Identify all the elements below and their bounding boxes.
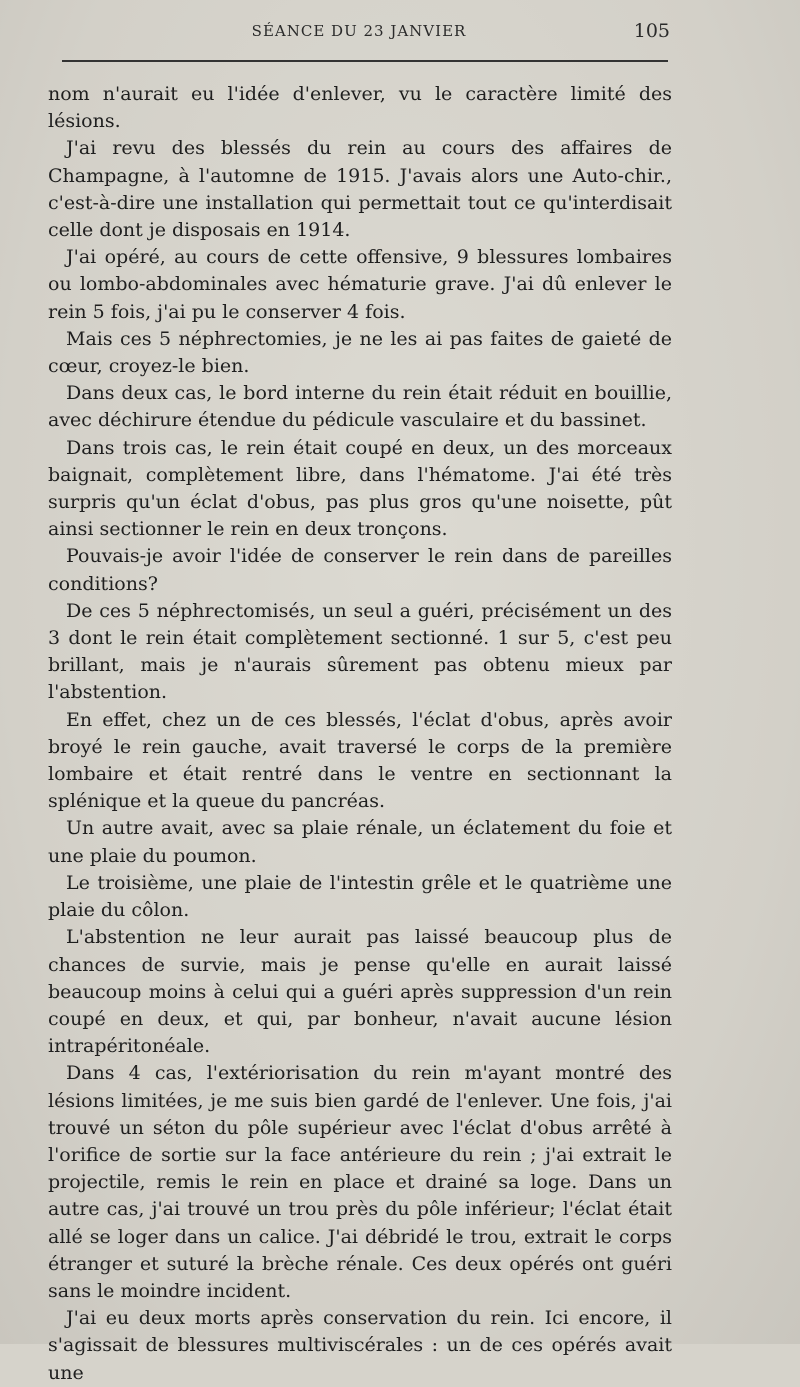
paragraph: J'ai opéré, au cours de cette offensive, 9 blessures lombaires ou lombo-abdominales avec hématurie grave. J'ai dû enlever le rein 5 fois, j'ai pu le conserver 4 fois.: [48, 246, 672, 323]
body-text: [48, 81, 672, 1387]
running-title: SÉANCE DU 23 JANVIER: [251, 22, 467, 40]
paragraph: L'abstention ne leur aurait pas laissé beaucoup plus de chances de survie, mais je pense qu'elle en aurait laissé beaucoup moins à celui qui a guéri après suppression d'un rein coupé en deux, et qui, par bonheur, n'avait aucune lésion intrapéritonéale.: [48, 926, 672, 1058]
paragraph: J'ai eu deux morts après conservation du rein. Ici encore, il s'agissait de blessures multiviscérales : un de ces opérés avait une: [48, 1307, 672, 1384]
paragraph: Dans deux cas, le bord interne du rein était réduit en bouillie, avec déchirure étendue du pédicule vasculaire et du bassinet.: [48, 382, 672, 432]
paragraph: Le troisième, une plaie de l'intestin grêle et le quatrième une plaie du côlon.: [48, 871, 672, 922]
header-rule: [62, 60, 668, 62]
paragraph: En effet, chez un de ces blessés, l'éclat d'obus, après avoir broyé le rein gauche, avait traversé le corps de la première lombaire et était rentré dans le ventre en sectionnant la splénique et la queue du pancréas.: [48, 708, 672, 813]
paragraph: Dans trois cas, le rein était coupé en deux, un des morceaux baignait, complètement libre, dans l'hématome. J'ai été très surpris qu'un éclat d'obus, pas plus gros qu'une noisette, pût ainsi sectionner le rein en deux tronçons.: [48, 436, 672, 541]
paragraph: Dans 4 cas, l'extériorisation du rein m'ayant montré des lésions limitées, je me suis bien gardé de l'enlever. Une fois, j'ai trouvé un séton du pôle supérieur avec l'éclat d'obus arrêté à l'orifice de sortie sur la face antérieure du rein ; j'ai extrait le projectile, remis le rein en place et drainé sa loge. Dans un autre cas, j'ai trouvé un trou près du pôle inférieur; l'éclat était allé se loger dans un calice. J'ai débridé le trou, extrait le corps étranger et suturé la brèche rénale. Ces deux opérés ont guéri sans le moindre incident.: [48, 1062, 672, 1302]
paragraph: De ces 5 néphrectomisés, un seul a guéri, précisément un des 3 dont le rein était complètement sectionné. 1 sur 5, c'est peu brillant, mais je n'aurais sûrement pas obtenu mieux par l'abstention.: [48, 599, 672, 704]
paragraph: Mais ces 5 néphrectomies, je ne les ai pas faites de gaieté de cœur, croyez-le bien.: [48, 327, 672, 378]
paragraph: Pouvais-je avoir l'idée de conserver le rein dans de pareilles conditions?: [48, 545, 672, 595]
paragraph: Un autre avait, avec sa plaie rénale, un éclatement du foie et une plaie du poumon.: [48, 817, 672, 867]
page-header: [48, 18, 670, 48]
paragraph: J'ai revu des blessés du rein au cours des affaires de Champagne, à l'automne de 1915. J'avais alors une Auto-chir., c'est-à-dire une installation qui permettait tout ce qu'interdisait celle dont je disposais en 1914.: [48, 137, 672, 242]
paragraph: nom n'aurait eu l'idée d'enlever, vu le caractère limité des lésions.: [48, 83, 672, 133]
page-number: 105: [633, 20, 670, 42]
